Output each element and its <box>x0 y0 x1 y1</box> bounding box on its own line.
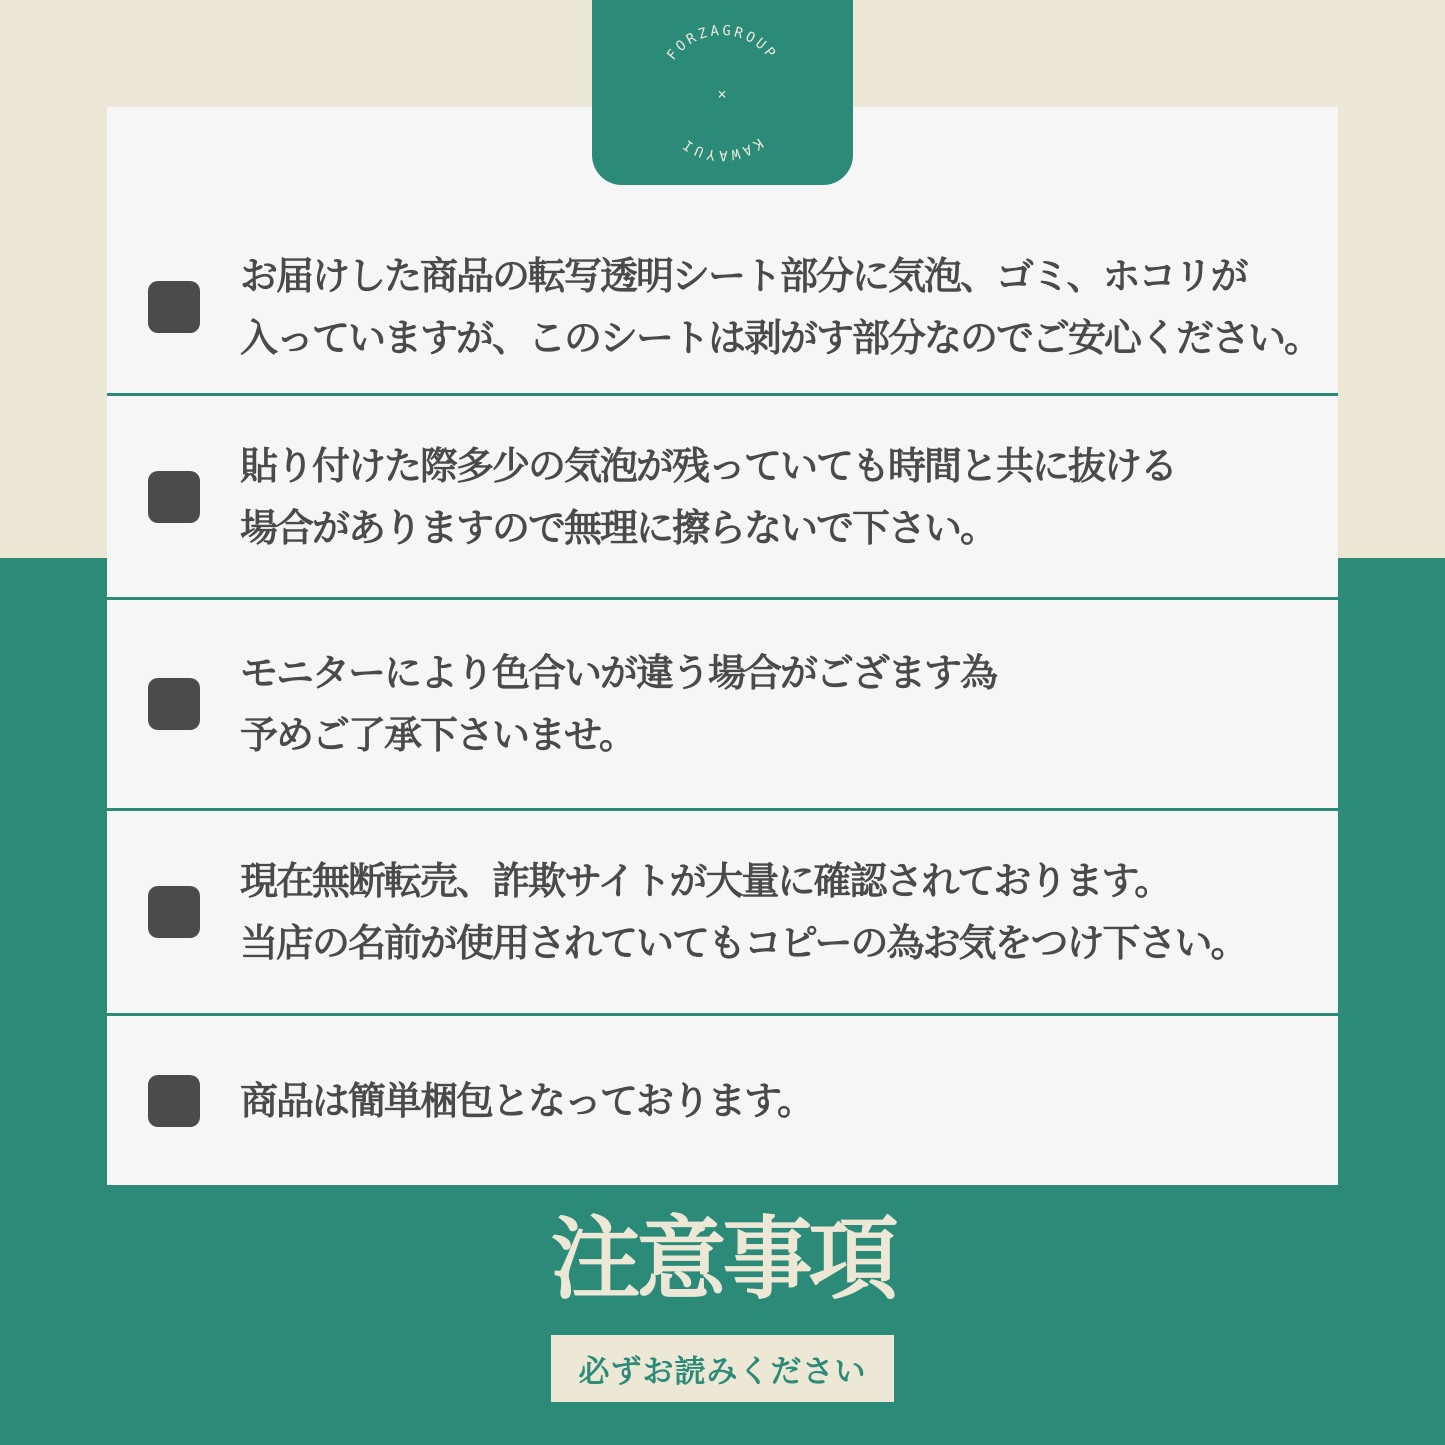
notice-card <box>107 107 1338 1185</box>
checkbox-icon <box>148 1075 200 1127</box>
brand-logo <box>592 0 853 185</box>
must-read-label-text: 必ずお読みください <box>578 1354 867 1390</box>
notice-text: モニターにより色合いが違う場合がござます為 <box>240 651 997 695</box>
notice-text: 商品は簡単梱包となっております。 <box>240 1078 813 1123</box>
notice-text: 貼り付けた際多少の気泡が残っていても時間と共に抜ける <box>240 443 1177 488</box>
notice-item-5 <box>107 1013 1338 1185</box>
checkbox-icon <box>148 471 200 523</box>
logo-x-separator-icon: × <box>717 85 727 103</box>
svg-text:KAWAYUI <box>678 135 766 163</box>
checkbox-icon <box>148 886 200 938</box>
notice-text: 現在無断転売、詐欺サイトが大量に確認されております。 <box>240 859 1171 903</box>
notice-item-4 <box>107 808 1338 1013</box>
notice-item-3 <box>107 597 1338 808</box>
notice-text: 予めご了承下さいませ。 <box>240 713 635 757</box>
notice-text: 入っていますが、このシートは剥がす部分なのでご安心ください。 <box>240 316 1321 360</box>
notice-text: お届けした商品の転写透明シート部分に気泡、ゴミ、ホコリが <box>240 254 1247 298</box>
notice-item-2 <box>107 393 1338 597</box>
brand-tab <box>592 0 853 185</box>
svg-text:FORZAGROUP <box>664 23 780 64</box>
must-read-label <box>551 1335 894 1402</box>
notice-text: 当店の名前が使用されていてもコピーの為お気をつけ下さい。 <box>240 921 1247 965</box>
checkbox-icon <box>148 678 200 730</box>
logo-text-bottom: KAWAYUI <box>678 134 766 164</box>
page-title: 注意事項 <box>550 1207 895 1312</box>
checkbox-icon <box>148 281 200 333</box>
notice-text: 場合がありますので無理に擦らないで下さい。 <box>240 505 997 550</box>
logo-text-top: FORZAGROUP <box>664 22 780 64</box>
